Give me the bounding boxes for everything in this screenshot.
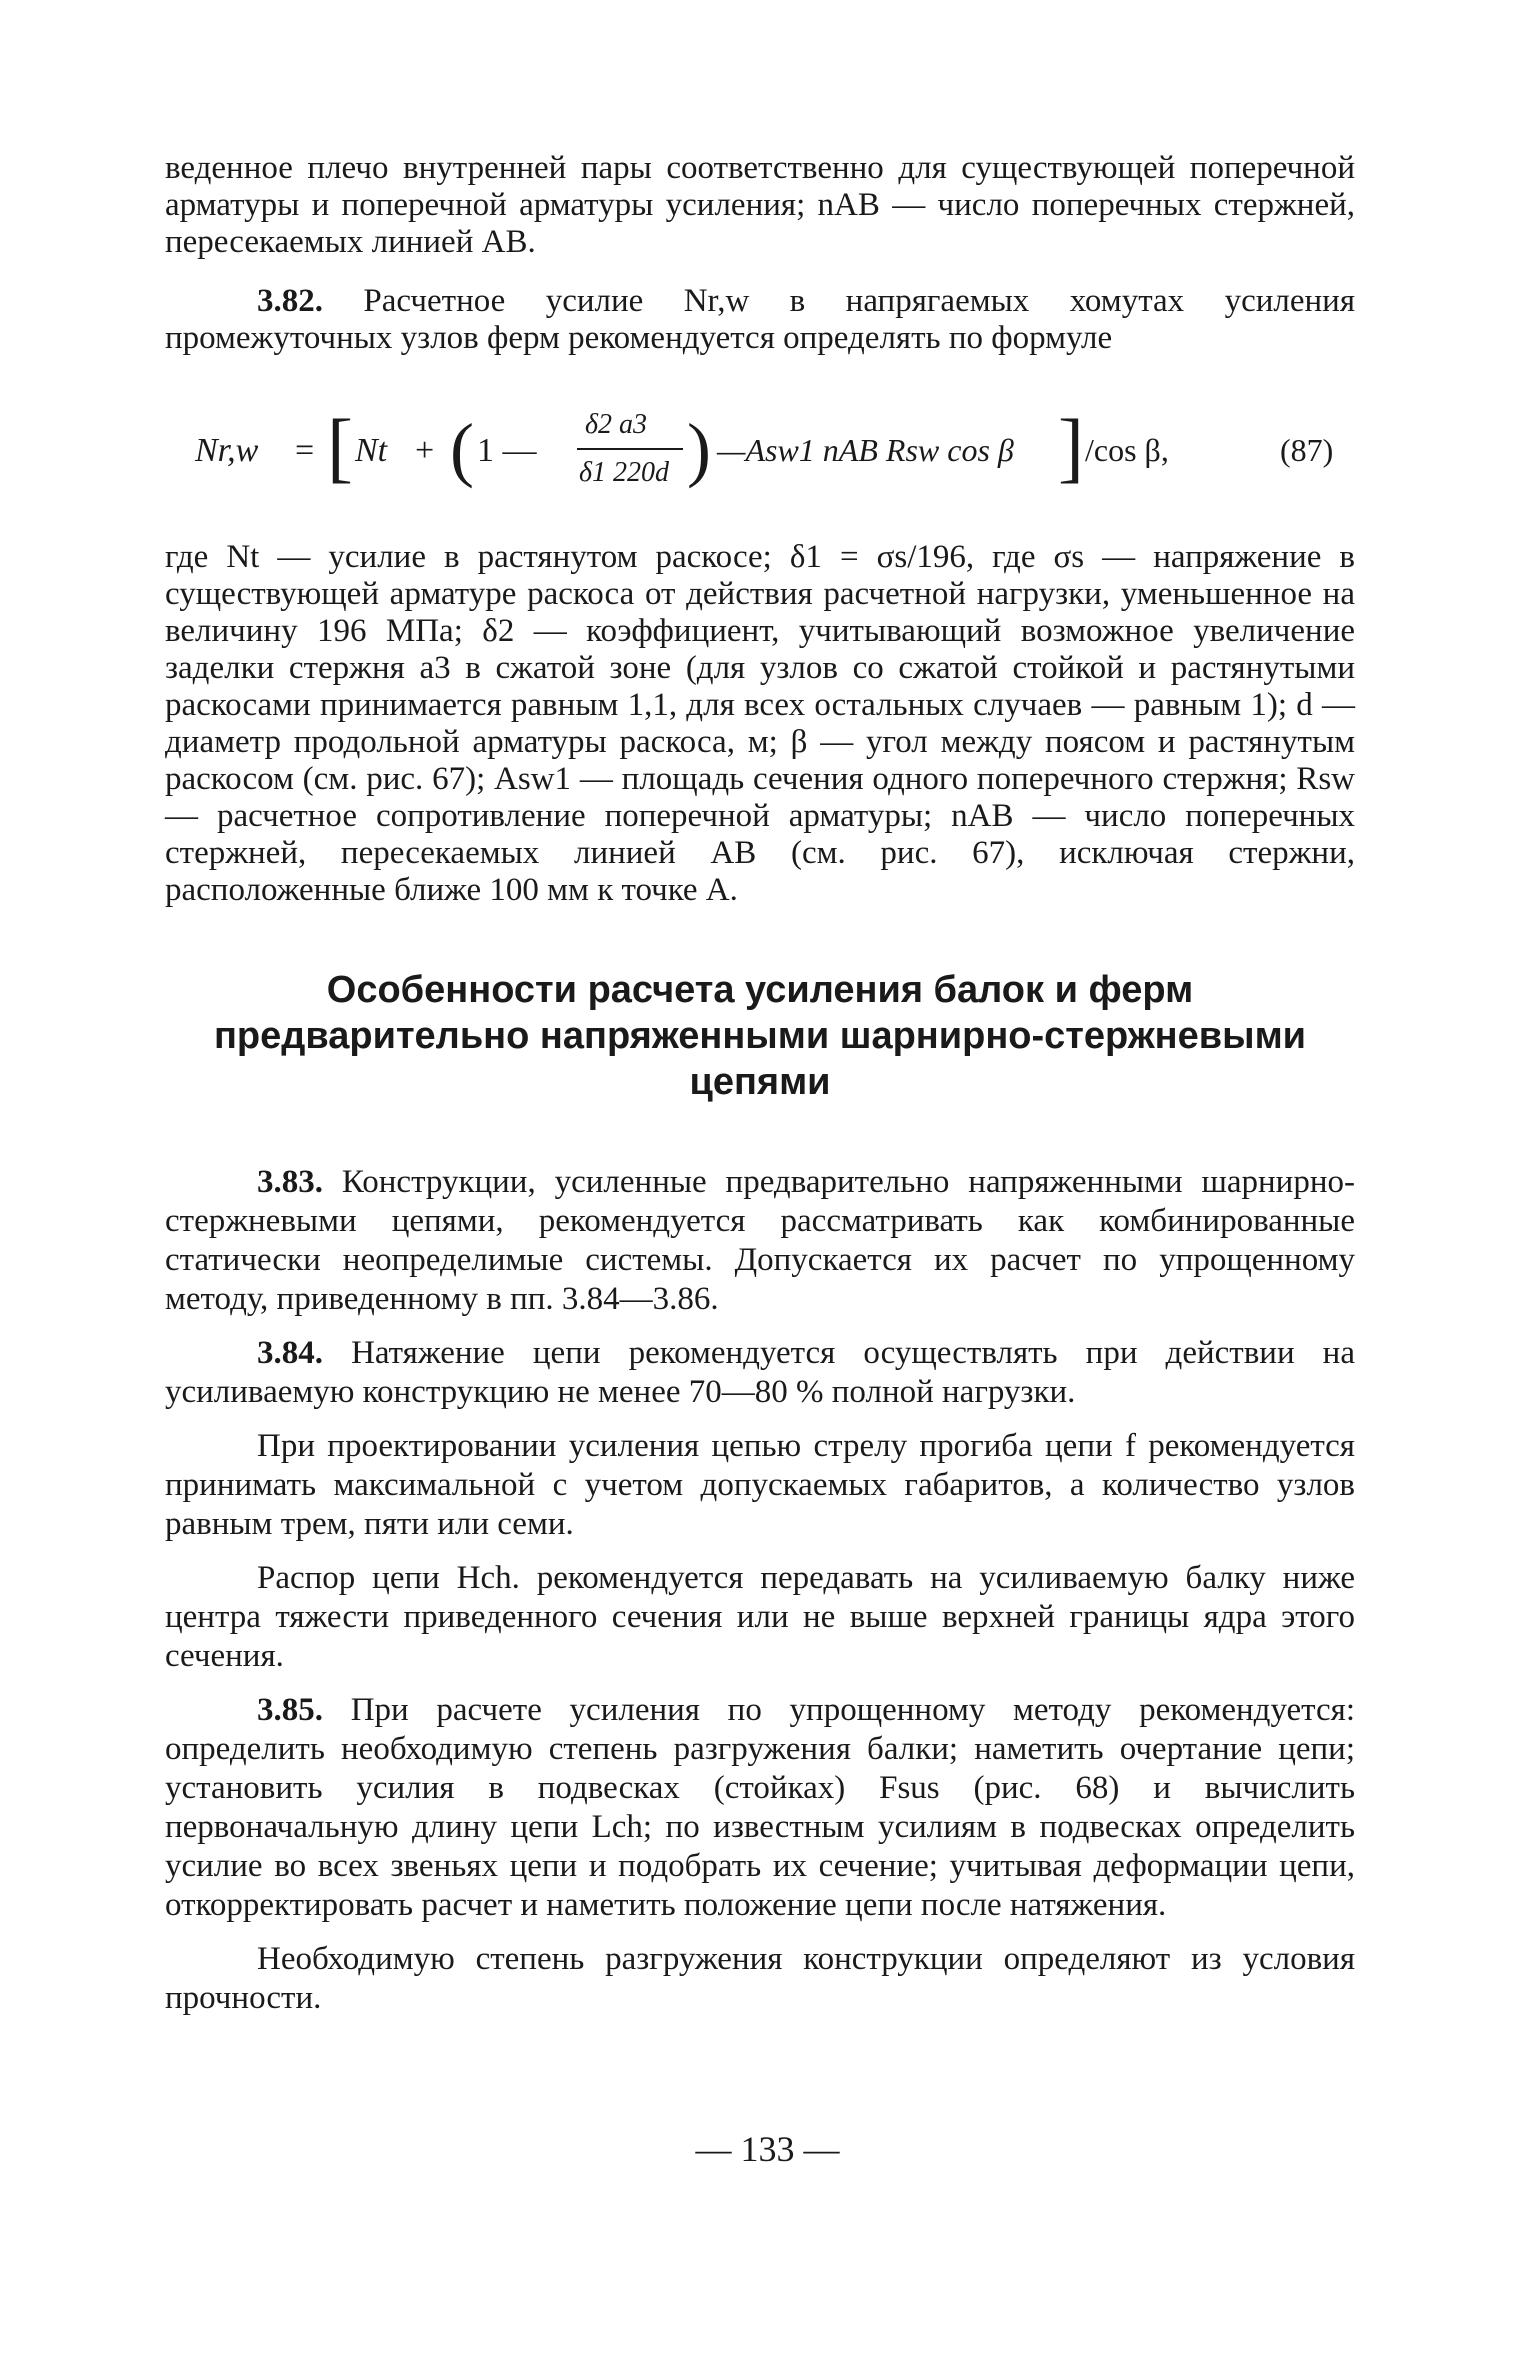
formula-denominator: δ1 220d <box>579 457 670 488</box>
formula-numerator: δ2 a3 <box>585 409 648 440</box>
section-heading <box>165 967 1355 1105</box>
formula-bracket-close: ] <box>1058 403 1084 490</box>
heading-line-3: цепями <box>689 1061 831 1103</box>
clause-number: 3.84. <box>257 1335 323 1371</box>
clause-3-85-para-2: Необходимую степень разгружения конструкции определяют из условия прочности. <box>165 1941 1355 2016</box>
heading-line-1: Особенности расчета усиления балок и ферм <box>326 969 1194 1011</box>
formula-paren-open: ( <box>450 409 474 489</box>
clause-text: Расчетное усилие Nr,w в напрягаемых хомутах усиления промежуточных узлов ферм рекомендуется определять по формуле <box>165 283 1355 356</box>
formula-87 <box>165 391 1355 501</box>
formula-one-minus: 1 — <box>477 432 537 469</box>
formula-graphic <box>165 391 1355 501</box>
clause-text: Конструкции, усиленные предварительно напряженными шарнирно-стержневыми цепями, рекомендуется рассматривать как комбинированные статически неопределимые системы. Допускается их расчет по упрощенному методу, приведенному в пп. 3.84—3.86. <box>165 1164 1355 1317</box>
formula-bracket-open: [ <box>327 403 353 490</box>
clause-text: При расчете усиления по упрощенному методу рекомендуется: определить необходимую степень разгружения балки; наметить очертание цепи; установить усилия в подвесках (стойках) Fsus (рис. 68) и вычислить первоначальную длину цепи Lch; по известным усилиям в подвесках определить усилие во всех звеньях цепи и подобрать их сечение; учитывая деформации цепи, откорректировать расчет и наметить положение цепи после натяжения. <box>165 1692 1355 1923</box>
formula-paren-close: ) <box>687 409 711 489</box>
clause-3-85 <box>165 1691 1355 1925</box>
clause-number: 3.85. <box>257 1692 323 1728</box>
formula-plus: + <box>415 432 435 469</box>
clause-3-83 <box>165 1163 1355 1319</box>
clause-3-84 <box>165 1334 1355 1412</box>
clause-3-84-para-2: При проектировании усиления цепью стрелу прогиба цепи f рекомендуется принимать максимальной с учетом допускаемых габаритов, а количество узлов равным трем, пяти или семи. <box>165 1428 1355 1542</box>
intro-paragraph: веденное плечо внутренней пары соответственно для существующей поперечной арматуры и поперечной арматуры усиления; nAB — число поперечных стержней, пересекаемых линией AB. <box>165 150 1355 260</box>
page-body <box>165 150 1355 2018</box>
formula-tail: —Asw1 nAB Rsw cos β <box>717 432 1014 468</box>
formula-equals: = <box>295 432 315 469</box>
clause-3-84-para-3: Распор цепи Hch. рекомендуется передавать на усиливаемую балку ниже центра тяжести приведенного сечения или не выше верхней границы ядра этого сечения. <box>165 1560 1355 1674</box>
clause-3-82 <box>165 283 1355 357</box>
where-paragraph: где Nt — усилие в растянутом раскосе; δ1 = σs/196, где σs — напряжение в существующей арматуре раскоса от действия расчетной нагрузки, уменьшенное на величину 196 МПа; δ2 — коэффициент, учитывающий возможное увеличение заделки стержня a3 в сжатой зоне (для узлов со сжатой стойкой и растянутыми раскосами принимается равным 1,1, для всех остальных случаев — равным 1); d — диаметр продольной арматуры раскоса, м; β — угол между поясом и растянутым раскосом (см. рис. 67); Asw1 — площадь сечения одного поперечного стержня; Rsw — расчетное сопротивление поперечной арматуры; nAB — число поперечных стержней, пересекаемых линией AB (см. рис. 67), исключая стержни, расположенные ближе 100 мм к точке A. <box>165 539 1355 908</box>
formula-lhs: Nr,w <box>195 432 259 469</box>
formula-number: (87) <box>1280 432 1334 468</box>
heading-line-2: предварительно напряженными шарнирно-стержневыми <box>213 1015 1307 1057</box>
clause-text: Натяжение цепи рекомендуется осуществлять при действии на усиливаемую конструкцию не менее 70—80 % полной нагрузки. <box>165 1335 1355 1410</box>
formula-nt: Nt <box>355 432 388 469</box>
clause-number: 3.82. <box>257 283 323 319</box>
page-number: — 133 — <box>695 2129 840 2169</box>
clause-number: 3.83. <box>257 1164 323 1200</box>
formula-divide-cos: /cos β, <box>1085 432 1169 468</box>
